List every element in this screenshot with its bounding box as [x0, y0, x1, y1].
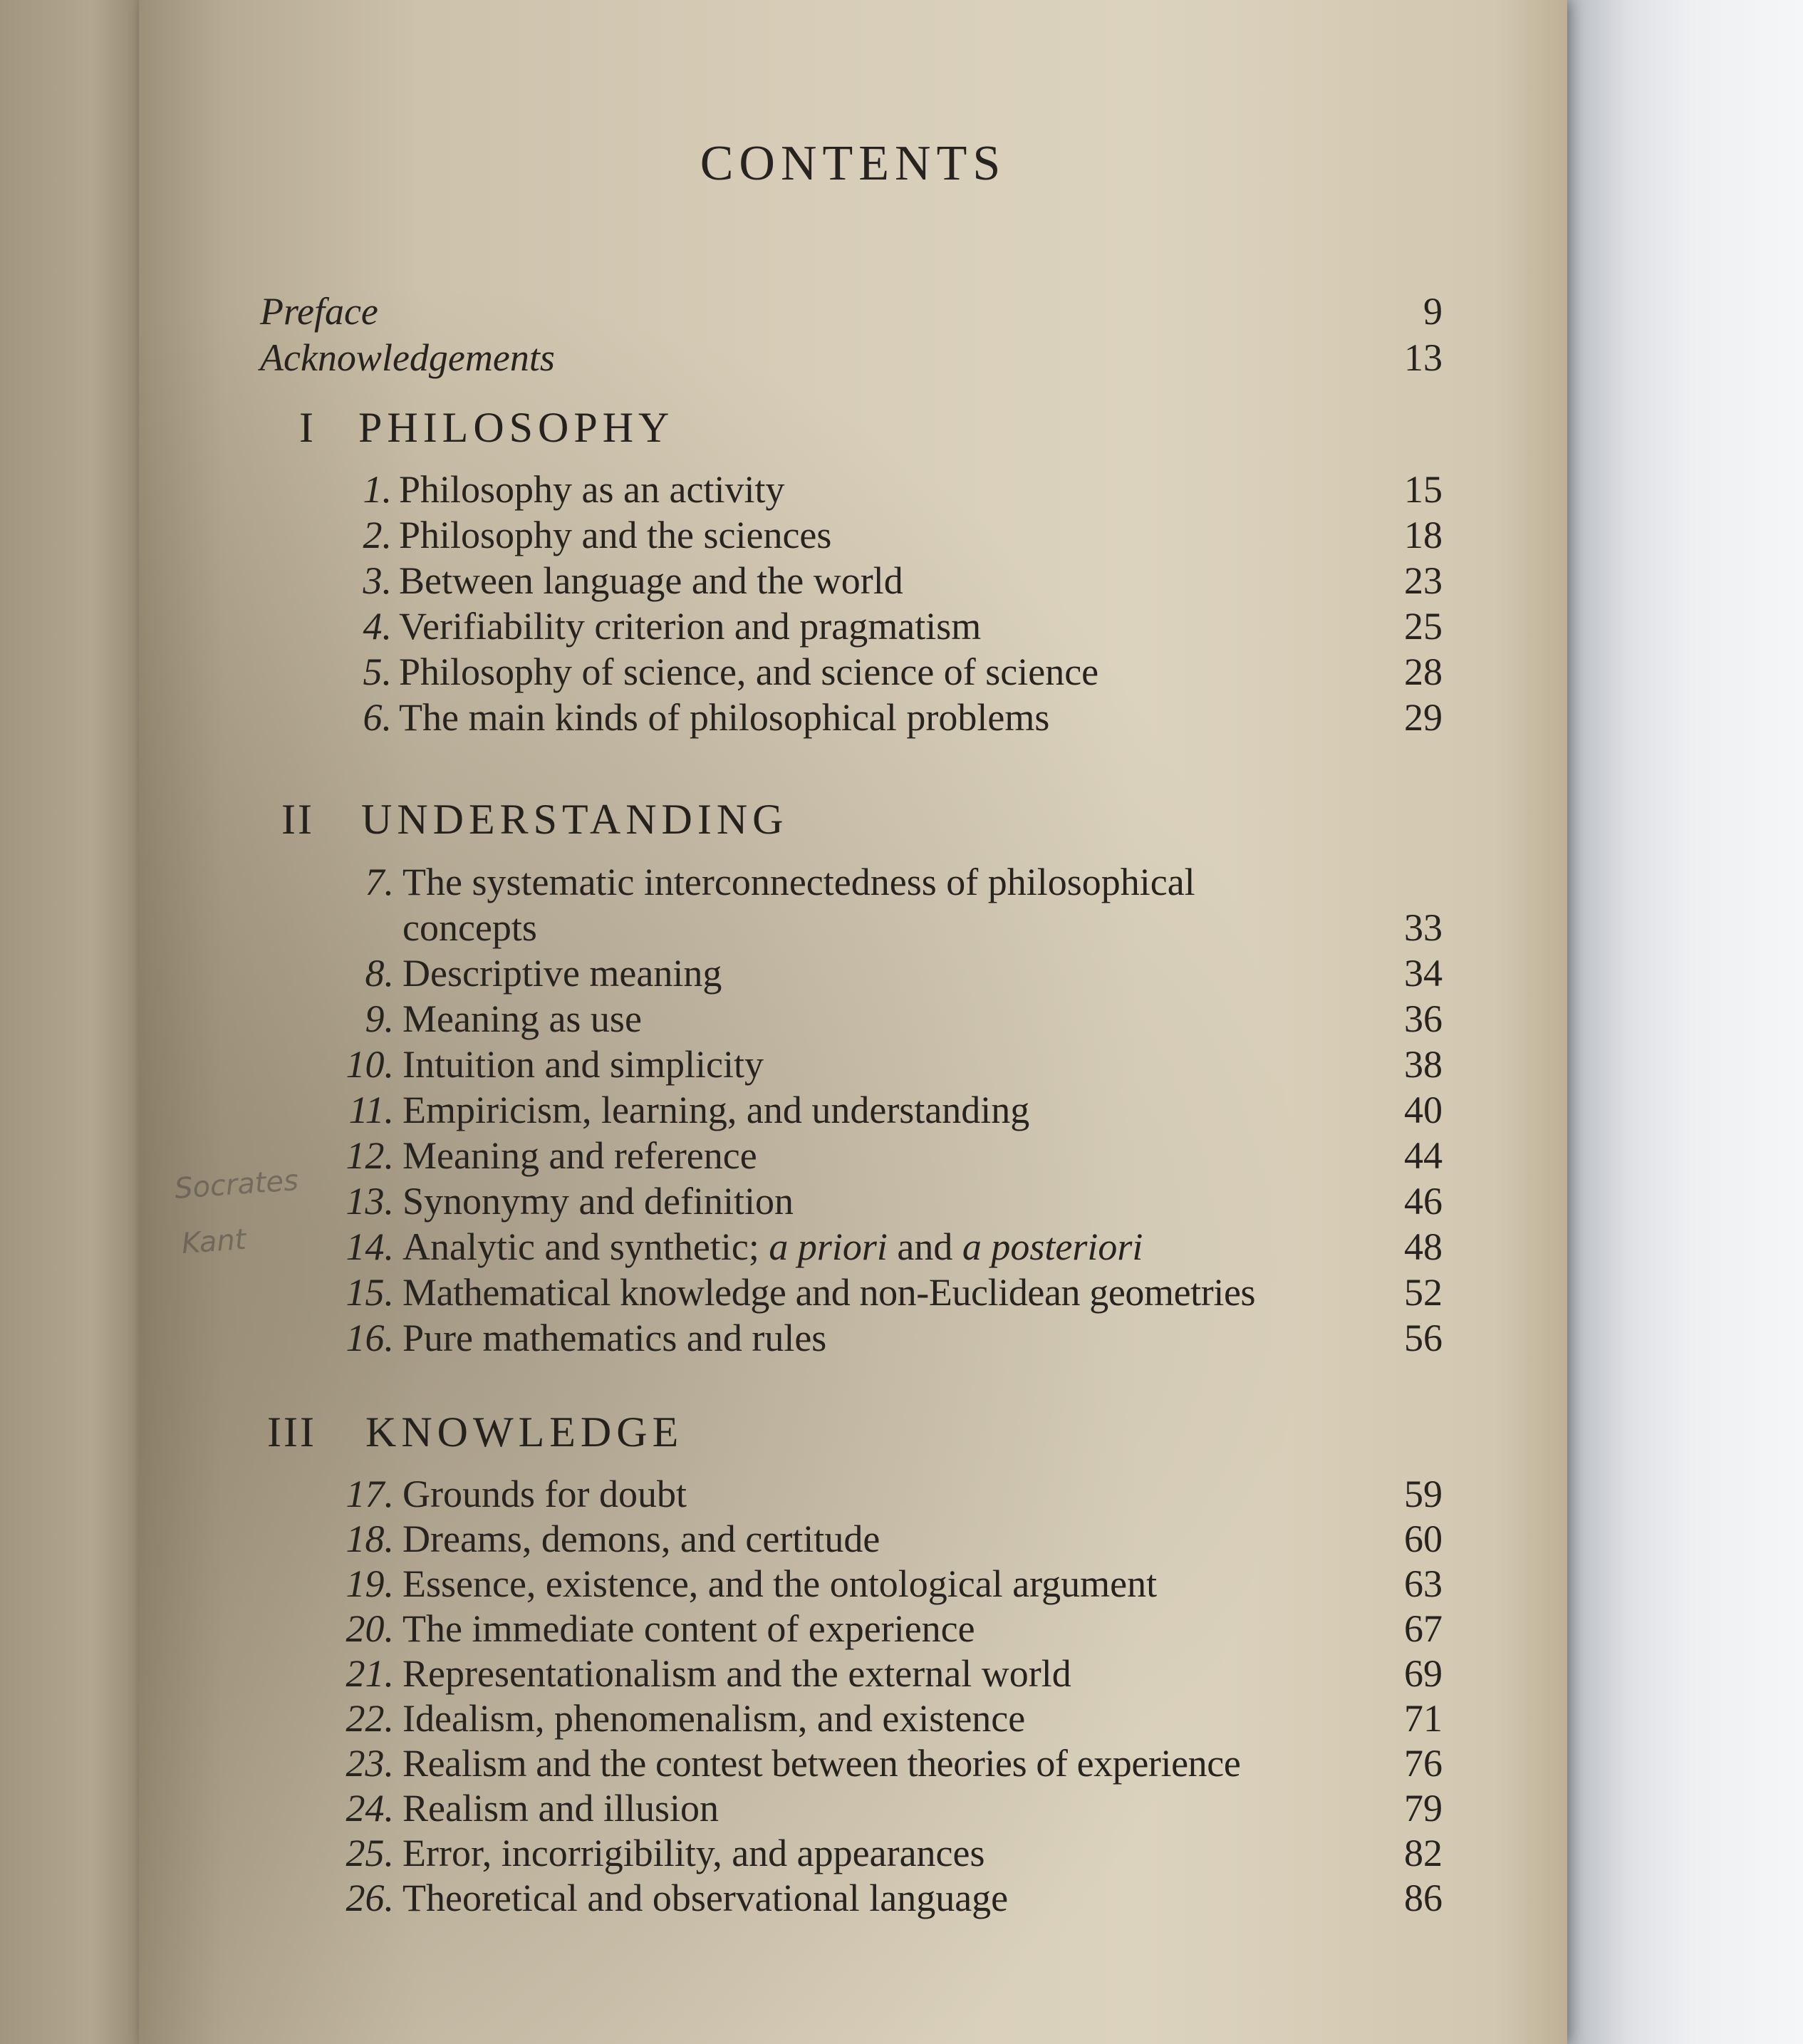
chapter-number: 9.	[365, 997, 394, 1040]
page-number: 38	[1404, 1043, 1443, 1086]
chapter-title: Representationalism and the external world	[402, 1652, 1071, 1695]
page-number: 15	[1404, 468, 1443, 511]
front-matter-label: Preface	[260, 290, 378, 333]
chapter-number: 24.	[345, 1787, 394, 1830]
chapter-number: 18.	[345, 1518, 394, 1560]
part-numeral: II	[281, 796, 314, 843]
chapter-title: Synonymy and definition	[402, 1180, 794, 1223]
page-number: 36	[1404, 997, 1443, 1040]
page-number: 48	[1404, 1225, 1443, 1268]
chapter-number: 16.	[345, 1317, 394, 1359]
chapter-number: 11.	[348, 1089, 394, 1131]
chapter-number: 22.	[345, 1697, 394, 1740]
chapter-number: 20.	[345, 1607, 394, 1650]
background-left	[0, 0, 153, 2044]
background-right	[1539, 0, 1803, 2044]
chapter-title: Philosophy as an activity	[399, 468, 785, 511]
chapter-title: Error, incorrigibility, and appearances	[402, 1832, 985, 1874]
chapter-title: Realism and the contest between theories of experience	[402, 1742, 1241, 1785]
part-title: PHILOSOPHY	[358, 404, 675, 451]
page-number: 82	[1404, 1832, 1443, 1874]
page-number: 76	[1404, 1742, 1443, 1785]
chapter-number: 23.	[345, 1742, 394, 1785]
chapter-number: 10.	[345, 1043, 394, 1086]
chapter-number: 15.	[345, 1271, 394, 1314]
page-number: 59	[1404, 1473, 1443, 1515]
page-number: 33	[1404, 906, 1443, 949]
page-number: 86	[1404, 1877, 1443, 1919]
chapter-number: 17.	[345, 1473, 394, 1515]
page-number: 40	[1404, 1089, 1443, 1131]
chapter-title: The immediate content of experience	[402, 1607, 975, 1650]
chapter-title	[402, 1224, 1143, 1270]
chapter-title: Idealism, phenomenalism, and existence	[402, 1697, 1026, 1740]
chapter-title: Philosophy and the sciences	[399, 514, 832, 556]
page-number: 71	[1404, 1697, 1443, 1740]
chapter-title: Philosophy of science, and science of science	[399, 650, 1099, 693]
front-matter-label: Acknowledgements	[260, 336, 555, 379]
chapter-title: Realism and illusion	[402, 1787, 719, 1830]
chapter-number: 19.	[345, 1562, 394, 1605]
page-number: 52	[1404, 1271, 1443, 1314]
part-title: UNDERSTANDING	[361, 796, 789, 843]
page-number: 18	[1404, 514, 1443, 556]
page-number: 25	[1404, 605, 1443, 648]
chapter-title: The main kinds of philosophical problems	[399, 696, 1050, 739]
chapter-number: 2.	[363, 514, 392, 556]
page-number: 23	[1404, 559, 1443, 602]
page-number: 67	[1404, 1607, 1443, 1650]
chapter-title: Meaning as use	[402, 997, 642, 1040]
chapter-number: 12.	[345, 1134, 394, 1177]
page-number: 79	[1404, 1787, 1443, 1830]
chapter-title: Empiricism, learning, and understanding	[402, 1089, 1030, 1131]
part-numeral: III	[267, 1409, 316, 1456]
chapter-title: Verifiability criterion and pragmatism	[399, 605, 982, 648]
page-number: 56	[1404, 1317, 1443, 1359]
part-numeral: I	[299, 404, 316, 451]
chapter-title-italic: a posteriori	[962, 1225, 1143, 1268]
chapter-number: 26.	[345, 1877, 394, 1919]
chapter-number: 13.	[345, 1180, 394, 1223]
chapter-title: Pure mathematics and rules	[402, 1317, 827, 1359]
chapter-title: Between language and the world	[399, 559, 903, 602]
chapter-title: The systematic interconnectedness of philosophical	[402, 861, 1195, 903]
book-page	[139, 0, 1567, 2044]
page-number: 13	[1404, 336, 1443, 379]
chapter-title: Descriptive meaning	[402, 952, 722, 995]
page-number: 28	[1404, 650, 1443, 693]
chapter-number: 8.	[365, 952, 394, 995]
page-number: 29	[1404, 696, 1443, 739]
chapter-title-continued: concepts	[402, 906, 537, 949]
chapter-number: 6.	[363, 696, 392, 739]
chapter-title-part: Analytic and synthetic;	[402, 1225, 769, 1268]
chapter-number: 14.	[345, 1225, 394, 1268]
chapter-title: Dreams, demons, and certitude	[402, 1518, 880, 1560]
page-number: 46	[1404, 1180, 1443, 1223]
page-number: 60	[1404, 1518, 1443, 1560]
chapter-number: 25.	[345, 1832, 394, 1874]
page-number: 9	[1423, 290, 1443, 333]
chapter-title: Meaning and reference	[402, 1134, 757, 1177]
part-title: KNOWLEDGE	[365, 1409, 684, 1456]
chapter-title: Essence, existence, and the ontological argument	[402, 1562, 1158, 1605]
chapter-number: 3.	[363, 559, 392, 602]
chapter-number: 7.	[365, 861, 394, 903]
chapter-title: Grounds for doubt	[402, 1473, 687, 1515]
chapter-title-italic: a priori	[769, 1225, 888, 1268]
page-number: 34	[1404, 952, 1443, 995]
chapter-title-part: and	[887, 1225, 962, 1268]
chapter-title: Mathematical knowledge and non-Euclidean geometries	[402, 1271, 1256, 1314]
page-number: 69	[1404, 1652, 1443, 1695]
margin-note: Kant	[180, 1223, 247, 1261]
chapter-number: 21.	[345, 1652, 394, 1695]
page-number: 63	[1404, 1562, 1443, 1605]
page-number: 44	[1404, 1134, 1443, 1177]
chapter-title: Theoretical and observational language	[402, 1877, 1009, 1919]
chapter-number: 1.	[363, 468, 392, 511]
chapter-number: 5.	[363, 650, 392, 693]
chapter-title: Intuition and simplicity	[402, 1043, 764, 1086]
page-title: CONTENTS	[700, 136, 1007, 191]
chapter-number: 4.	[363, 605, 392, 648]
margin-note: Socrates	[173, 1163, 300, 1206]
